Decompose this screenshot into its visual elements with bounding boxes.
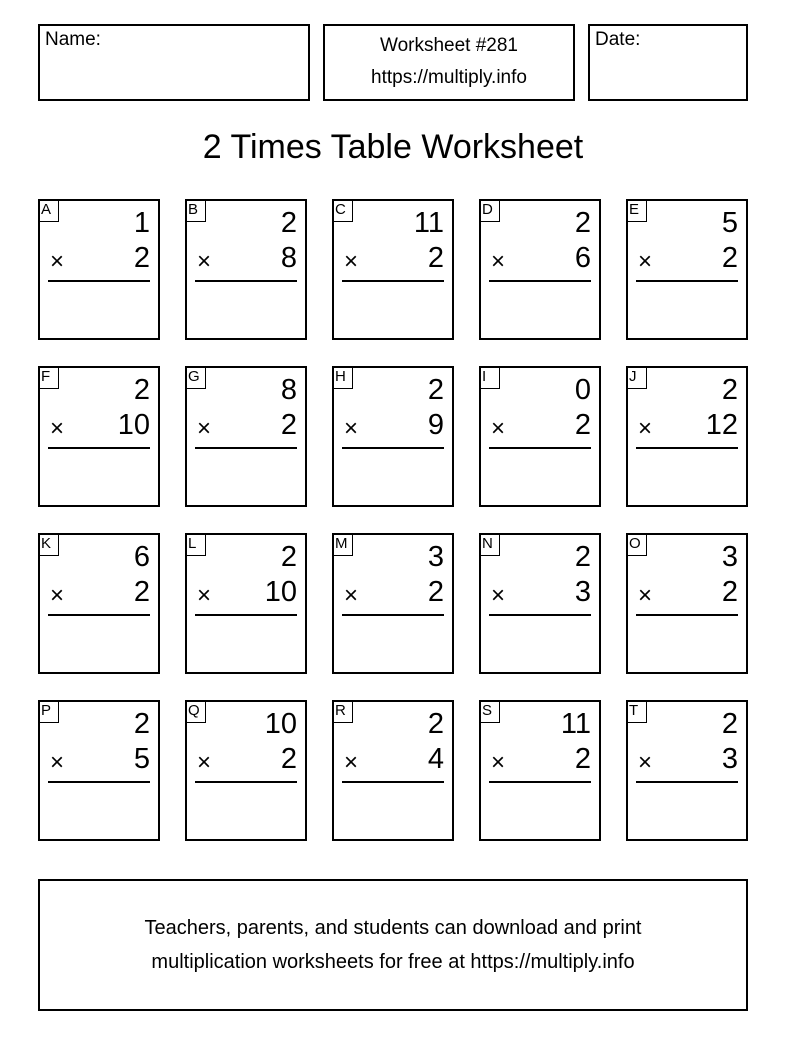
answer-line xyxy=(489,614,591,616)
worksheet-number: Worksheet #281 xyxy=(379,35,518,56)
answer-line xyxy=(195,280,297,282)
multiply-sign: × xyxy=(638,749,653,776)
page-title: 2 Times Table Worksheet xyxy=(202,128,584,166)
multiplier: 8 xyxy=(280,242,297,274)
multiplier: 2 xyxy=(133,576,150,608)
multiplier: 4 xyxy=(427,743,444,775)
problem-letter: H xyxy=(332,366,353,389)
problem-letter: I xyxy=(479,366,500,389)
problem-card[interactable] xyxy=(332,366,454,507)
problem-letter: K xyxy=(38,533,59,556)
multiply-sign: × xyxy=(491,749,506,776)
footer-line-1: Teachers, parents, and students can download and print xyxy=(144,917,642,939)
problem-card[interactable] xyxy=(185,700,307,841)
answer-line xyxy=(489,280,591,282)
problem-card[interactable] xyxy=(479,700,601,841)
site-url: https://multiply.info xyxy=(371,67,527,88)
answer-line xyxy=(636,447,738,449)
multiplier: 3 xyxy=(721,743,738,775)
multiplicand: 2 xyxy=(280,541,297,573)
multiplier: 3 xyxy=(574,576,591,608)
multiply-sign: × xyxy=(344,749,359,776)
multiplicand: 2 xyxy=(133,374,150,406)
multiplier: 2 xyxy=(721,242,738,274)
multiplier: 2 xyxy=(427,576,444,608)
multiplier: 12 xyxy=(705,409,738,441)
problem-card[interactable] xyxy=(332,700,454,841)
problem-card[interactable] xyxy=(626,533,748,674)
worksheet-info-box xyxy=(323,24,575,101)
problem-card[interactable] xyxy=(626,199,748,340)
multiplicand: 10 xyxy=(264,708,297,740)
multiplicand: 0 xyxy=(574,374,591,406)
multiply-sign: × xyxy=(638,582,653,609)
answer-line xyxy=(342,614,444,616)
problem-letter: N xyxy=(479,533,500,556)
multiplicand: 2 xyxy=(721,708,738,740)
multiplicand: 2 xyxy=(133,708,150,740)
answer-line xyxy=(636,280,738,282)
multiplicand: 3 xyxy=(721,541,738,573)
multiplicand: 5 xyxy=(721,207,738,239)
multiplicand: 11 xyxy=(560,708,591,740)
problem-card[interactable] xyxy=(332,199,454,340)
multiplicand: 8 xyxy=(280,374,297,406)
answer-line xyxy=(489,781,591,783)
problem-card[interactable] xyxy=(38,700,160,841)
answer-line xyxy=(48,447,150,449)
answer-line xyxy=(636,614,738,616)
date-label: Date: xyxy=(595,29,641,50)
multiply-sign: × xyxy=(197,248,212,275)
footer-line-2: multiplication worksheets for free at https://multiply.info xyxy=(151,951,635,973)
answer-line xyxy=(195,781,297,783)
answer-line xyxy=(48,280,150,282)
problem-letter: T xyxy=(626,700,647,723)
problem-letter: F xyxy=(38,366,59,389)
problem-letter: C xyxy=(332,199,353,222)
multiplier: 2 xyxy=(574,409,591,441)
multiplicand: 11 xyxy=(413,207,444,239)
problem-card[interactable] xyxy=(626,366,748,507)
problem-letter: R xyxy=(332,700,353,723)
multiply-sign: × xyxy=(50,248,65,275)
multiply-sign: × xyxy=(344,248,359,275)
multiplier: 2 xyxy=(721,576,738,608)
multiplicand: 2 xyxy=(574,207,591,239)
answer-line xyxy=(636,781,738,783)
multiply-sign: × xyxy=(344,415,359,442)
problem-card[interactable] xyxy=(38,533,160,674)
multiply-sign: × xyxy=(638,415,653,442)
multiply-sign: × xyxy=(344,582,359,609)
problem-letter: P xyxy=(38,700,59,723)
problem-card[interactable] xyxy=(626,700,748,841)
multiply-sign: × xyxy=(50,749,65,776)
problem-letter: D xyxy=(479,199,500,222)
problem-letter: E xyxy=(626,199,647,222)
multiplicand: 2 xyxy=(427,708,444,740)
problem-card[interactable] xyxy=(479,199,601,340)
problem-card[interactable] xyxy=(185,199,307,340)
multiply-sign: × xyxy=(197,582,212,609)
problem-letter: O xyxy=(626,533,647,556)
answer-line xyxy=(48,781,150,783)
problem-card[interactable] xyxy=(479,533,601,674)
problem-card[interactable] xyxy=(38,199,160,340)
multiply-sign: × xyxy=(50,582,65,609)
answer-line xyxy=(48,614,150,616)
multiply-sign: × xyxy=(197,749,212,776)
multiply-sign: × xyxy=(491,248,506,275)
multiplicand: 6 xyxy=(133,541,150,573)
problem-letter: G xyxy=(185,366,206,389)
multiplier: 2 xyxy=(574,743,591,775)
problem-card[interactable] xyxy=(38,366,160,507)
multiply-sign: × xyxy=(491,415,506,442)
multiply-sign: × xyxy=(638,248,653,275)
multiplier: 9 xyxy=(427,409,444,441)
multiplier: 2 xyxy=(280,409,297,441)
multiplier: 5 xyxy=(133,743,150,775)
multiplier: 6 xyxy=(574,242,591,274)
date-field[interactable] xyxy=(588,24,748,101)
answer-line xyxy=(342,447,444,449)
footer-note xyxy=(38,879,748,1011)
answer-line xyxy=(489,447,591,449)
problem-card[interactable] xyxy=(479,366,601,507)
multiplier: 10 xyxy=(117,409,150,441)
answer-line xyxy=(195,447,297,449)
name-field[interactable] xyxy=(38,24,310,101)
answer-line xyxy=(195,614,297,616)
multiplier: 2 xyxy=(133,242,150,274)
multiplicand: 2 xyxy=(574,541,591,573)
problem-letter: L xyxy=(185,533,206,556)
multiplier: 2 xyxy=(427,242,444,274)
answer-line xyxy=(342,781,444,783)
problem-letter: J xyxy=(626,366,647,389)
problem-letter: A xyxy=(38,199,59,222)
multiplicand: 2 xyxy=(280,207,297,239)
multiplier: 10 xyxy=(264,576,297,608)
multiplicand: 3 xyxy=(427,541,444,573)
multiplicand: 1 xyxy=(133,207,150,239)
problem-card[interactable] xyxy=(185,533,307,674)
multiplicand: 2 xyxy=(721,374,738,406)
multiply-sign: × xyxy=(50,415,65,442)
multiply-sign: × xyxy=(491,582,506,609)
name-label: Name: xyxy=(45,29,101,50)
problem-letter: S xyxy=(479,700,500,723)
problem-card[interactable] xyxy=(185,366,307,507)
multiply-sign: × xyxy=(197,415,212,442)
multiplicand: 2 xyxy=(427,374,444,406)
answer-line xyxy=(342,280,444,282)
problem-card[interactable] xyxy=(332,533,454,674)
multiplier: 2 xyxy=(280,743,297,775)
problem-letter: Q xyxy=(185,700,206,723)
problem-letter: B xyxy=(185,199,206,222)
problem-letter: M xyxy=(332,533,353,556)
